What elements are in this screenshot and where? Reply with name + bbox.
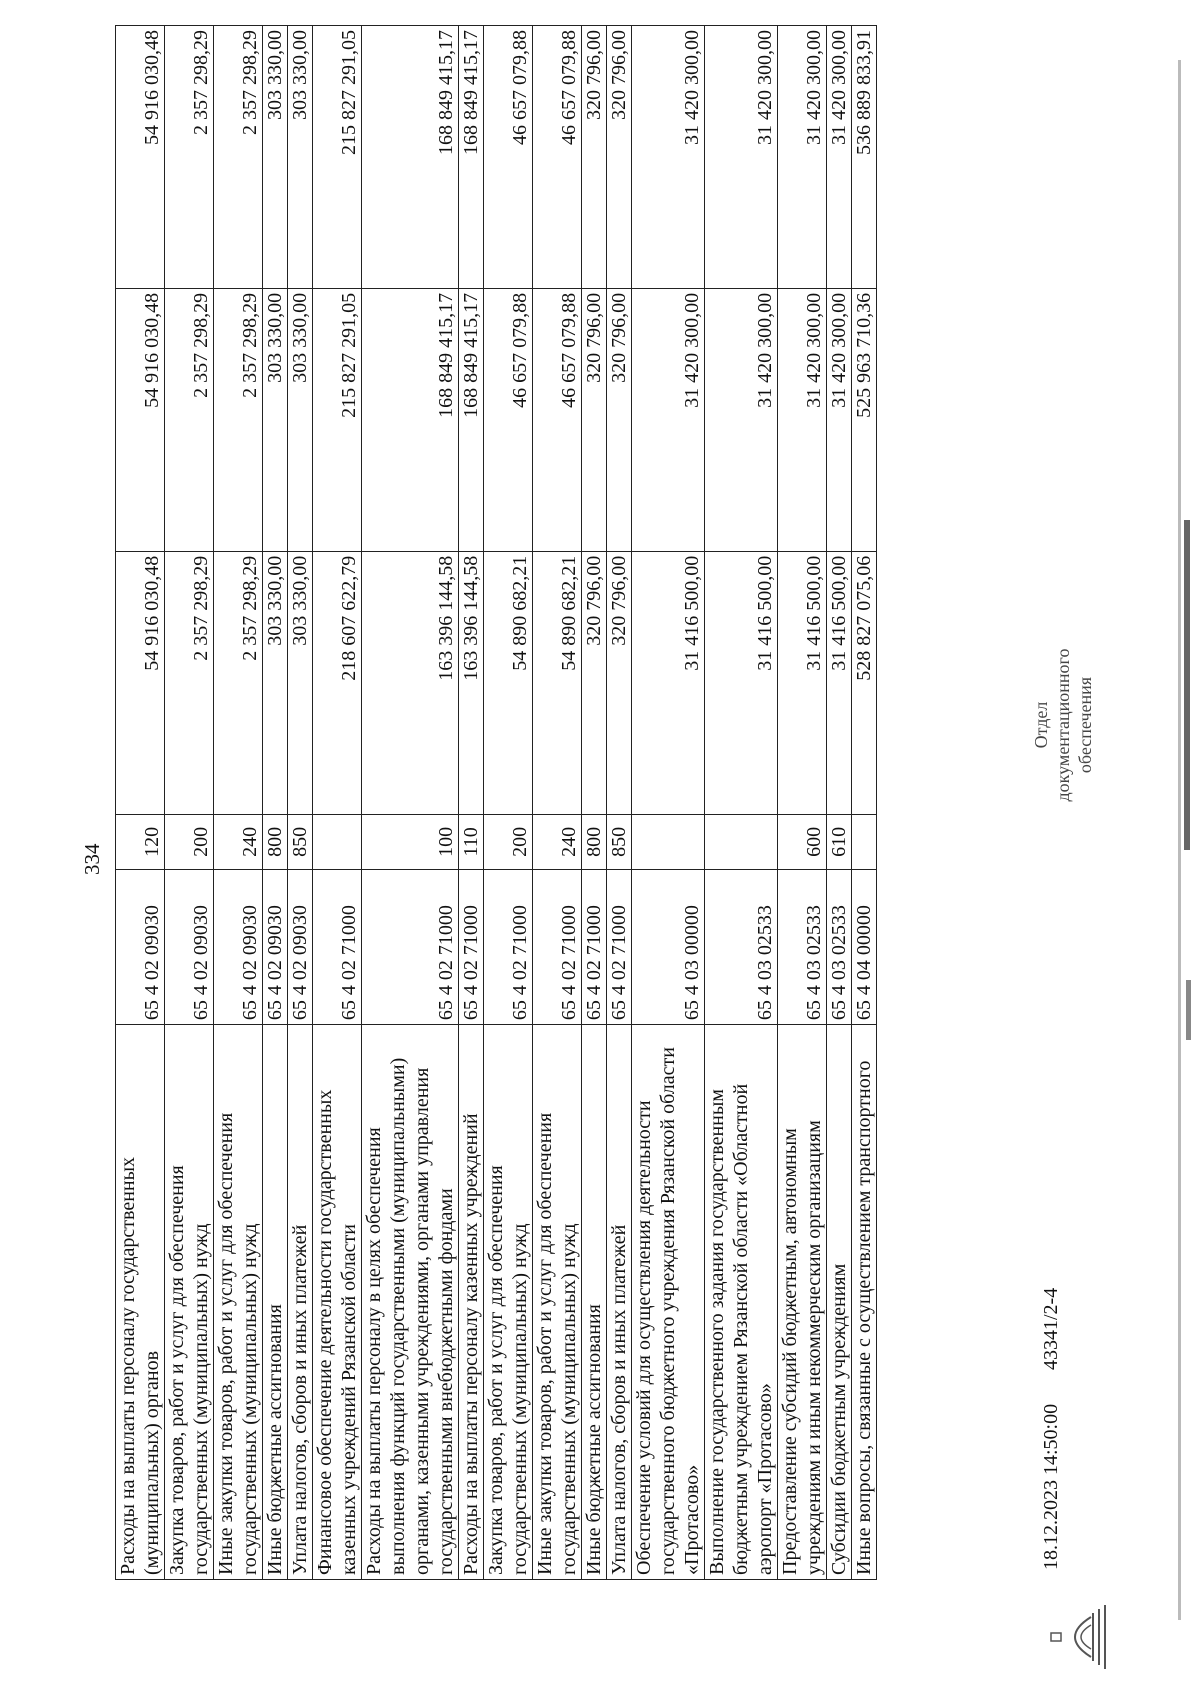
amount-year-2-cell: 46 657 079,88: [533, 288, 582, 551]
target-code-cell: 65 4 02 71000: [484, 870, 533, 1025]
table-row: [313, 26, 362, 1580]
amount-year-3-cell: 320 796,00: [607, 26, 632, 289]
expense-name-cell: Закупка товаров, работ и услуг для обеспечения государственных (муниципальных) нужд: [484, 1025, 533, 1580]
expense-type-cell: 200: [484, 814, 533, 870]
table-row: [705, 26, 778, 1580]
table-row: [827, 26, 852, 1580]
table-row: [165, 26, 214, 1580]
target-code-cell: 65 4 02 71000: [362, 870, 459, 1025]
expense-type-cell: [852, 814, 877, 870]
table-row: [459, 26, 484, 1580]
amount-year-2-cell: 525 963 710,36: [852, 288, 877, 551]
amount-year-1-cell: 31 416 500,00: [778, 551, 827, 814]
stamp-line-2: обеспечения: [1075, 676, 1095, 774]
table-row: [116, 26, 165, 1580]
expense-type-cell: 110: [459, 814, 484, 870]
expense-name-cell: Расходы на выплаты персоналу казенных учреждений: [459, 1025, 484, 1580]
page-number: 334: [80, 843, 104, 875]
expense-name-cell: Иные закупки товаров, работ и услуг для обеспечения государственных (муниципальных) нужд: [214, 1025, 263, 1580]
table-row: [484, 26, 533, 1580]
expense-type-cell: 100: [362, 814, 459, 870]
table-row: [533, 26, 582, 1580]
amount-year-1-cell: 54 890 682,21: [533, 551, 582, 814]
footer-date: 18.12.2023 14:50:00: [1040, 1403, 1062, 1570]
stamp-line-1: Отдел документационного: [1031, 648, 1073, 802]
expense-type-cell: 200: [165, 814, 214, 870]
expense-name-cell: Субсидии бюджетным учреждениям: [827, 1025, 852, 1580]
expense-type-cell: 610: [827, 814, 852, 870]
target-code-cell: 65 4 02 09030: [263, 870, 288, 1025]
table-row: [214, 26, 263, 1580]
amount-year-2-cell: 31 420 300,00: [778, 288, 827, 551]
expense-name-cell: Иные бюджетные ассигнования: [582, 1025, 607, 1580]
amount-year-3-cell: 54 916 030,48: [116, 26, 165, 289]
amount-year-1-cell: 528 827 075,06: [852, 551, 877, 814]
table-row: [852, 26, 877, 1580]
target-code-cell: 65 4 02 09030: [214, 870, 263, 1025]
table-row: [778, 26, 827, 1580]
amount-year-2-cell: 168 849 415,17: [459, 288, 484, 551]
amount-year-3-cell: 31 420 300,00: [827, 26, 852, 289]
scan-edge-artifact: [1166, 0, 1196, 1695]
target-code-cell: 65 4 02 09030: [288, 870, 313, 1025]
budget-table: [115, 25, 877, 1580]
amount-year-3-cell: 2 357 298,29: [165, 26, 214, 289]
amount-year-1-cell: 31 416 500,00: [827, 551, 852, 814]
table-row: [263, 26, 288, 1580]
amount-year-2-cell: 320 796,00: [607, 288, 632, 551]
amount-year-1-cell: 163 396 144,58: [459, 551, 484, 814]
expense-type-cell: 850: [288, 814, 313, 870]
amount-year-2-cell: 2 357 298,29: [214, 288, 263, 551]
expense-type-cell: [705, 814, 778, 870]
amount-year-1-cell: 163 396 144,58: [362, 551, 459, 814]
amount-year-3-cell: 2 357 298,29: [214, 26, 263, 289]
amount-year-2-cell: 31 420 300,00: [705, 288, 778, 551]
expense-name-cell: Финансовое обеспечение деятельности государственных казенных учреждений Рязанской области: [313, 1025, 362, 1580]
expense-name-cell: Выполнение государственного задания государственным бюджетным учреждением Рязанской области «Областной аэропорт «Протасово»: [705, 1025, 778, 1580]
amount-year-1-cell: 31 416 500,00: [705, 551, 778, 814]
expense-name-cell: Уплата налогов, сборов и иных платежей: [288, 1025, 313, 1580]
emblem-icon: [1045, 1597, 1115, 1677]
target-code-cell: 65 4 02 71000: [607, 870, 632, 1025]
amount-year-1-cell: 320 796,00: [607, 551, 632, 814]
table-row: [632, 26, 705, 1580]
budget-table-body: [116, 26, 877, 1580]
expense-name-cell: Обеспечение условий для осуществления деятельности государственного бюджетного учреждения Рязанской области «Протасово»: [632, 1025, 705, 1580]
amount-year-3-cell: 215 827 291,05: [313, 26, 362, 289]
expense-type-cell: 240: [533, 814, 582, 870]
amount-year-2-cell: 31 420 300,00: [827, 288, 852, 551]
amount-year-1-cell: 2 357 298,29: [165, 551, 214, 814]
amount-year-3-cell: 320 796,00: [582, 26, 607, 289]
target-code-cell: 65 4 03 02533: [827, 870, 852, 1025]
amount-year-2-cell: 303 330,00: [288, 288, 313, 551]
expense-type-cell: 120: [116, 814, 165, 870]
target-code-cell: 65 4 02 71000: [582, 870, 607, 1025]
amount-year-3-cell: 303 330,00: [263, 26, 288, 289]
expense-name-cell: Закупка товаров, работ и услуг для обеспечения государственных (муниципальных) нужд: [165, 1025, 214, 1580]
amount-year-1-cell: 303 330,00: [263, 551, 288, 814]
amount-year-3-cell: 31 420 300,00: [778, 26, 827, 289]
table-row: [362, 26, 459, 1580]
expense-type-cell: 800: [263, 814, 288, 870]
amount-year-3-cell: 168 849 415,17: [459, 26, 484, 289]
expense-name-cell: Расходы на выплаты персоналу в целях обеспечения выполнения функций государственными (муниципальными) органами, казенными учреждениями, органами управления государственными внебюджетными фондами: [362, 1025, 459, 1580]
amount-year-1-cell: 31 416 500,00: [632, 551, 705, 814]
target-code-cell: 65 4 02 71000: [459, 870, 484, 1025]
target-code-cell: 65 4 02 09030: [165, 870, 214, 1025]
amount-year-2-cell: 215 827 291,05: [313, 288, 362, 551]
table-row: [607, 26, 632, 1580]
amount-year-3-cell: 46 657 079,88: [484, 26, 533, 289]
amount-year-1-cell: 54 890 682,21: [484, 551, 533, 814]
amount-year-2-cell: 54 916 030,48: [116, 288, 165, 551]
amount-year-3-cell: 536 889 833,91: [852, 26, 877, 289]
amount-year-3-cell: 168 849 415,17: [362, 26, 459, 289]
amount-year-3-cell: 46 657 079,88: [533, 26, 582, 289]
table-row: [582, 26, 607, 1580]
table-row: [288, 26, 313, 1580]
expense-type-cell: 240: [214, 814, 263, 870]
amount-year-1-cell: 54 916 030,48: [116, 551, 165, 814]
amount-year-1-cell: 2 357 298,29: [214, 551, 263, 814]
department-stamp: [1030, 635, 1096, 815]
target-code-cell: 65 4 03 00000: [632, 870, 705, 1025]
target-code-cell: 65 4 03 02533: [778, 870, 827, 1025]
expense-name-cell: Иные закупки товаров, работ и услуг для обеспечения государственных (муниципальных) нужд: [533, 1025, 582, 1580]
target-code-cell: 65 4 04 00000: [852, 870, 877, 1025]
expense-name-cell: Уплата налогов, сборов и иных платежей: [607, 1025, 632, 1580]
expense-type-cell: 850: [607, 814, 632, 870]
amount-year-3-cell: 31 420 300,00: [632, 26, 705, 289]
amount-year-2-cell: 31 420 300,00: [632, 288, 705, 551]
expense-name-cell: Иные вопросы, связанные с осуществлением транспортного: [852, 1025, 877, 1580]
expense-type-cell: [632, 814, 705, 870]
expense-type-cell: [313, 814, 362, 870]
amount-year-1-cell: 303 330,00: [288, 551, 313, 814]
amount-year-2-cell: 2 357 298,29: [165, 288, 214, 551]
target-code-cell: 65 4 02 71000: [533, 870, 582, 1025]
amount-year-2-cell: 46 657 079,88: [484, 288, 533, 551]
footer-doc-code: 43341/2-4: [1040, 1287, 1062, 1370]
amount-year-1-cell: 320 796,00: [582, 551, 607, 814]
amount-year-3-cell: 303 330,00: [288, 26, 313, 289]
amount-year-2-cell: 303 330,00: [263, 288, 288, 551]
target-code-cell: 65 4 02 71000: [313, 870, 362, 1025]
expense-type-cell: 800: [582, 814, 607, 870]
target-code-cell: 65 4 03 02533: [705, 870, 778, 1025]
expense-name-cell: Расходы на выплаты персоналу государственных (муниципальных) органов: [116, 1025, 165, 1580]
target-code-cell: 65 4 02 09030: [116, 870, 165, 1025]
expense-name-cell: Иные бюджетные ассигнования: [263, 1025, 288, 1580]
amount-year-1-cell: 218 607 622,79: [313, 551, 362, 814]
expense-name-cell: Предоставление субсидий бюджетным, автономным учреждениям и иным некоммерческим организациям: [778, 1025, 827, 1580]
amount-year-2-cell: 168 849 415,17: [362, 288, 459, 551]
expense-type-cell: 600: [778, 814, 827, 870]
amount-year-2-cell: 320 796,00: [582, 288, 607, 551]
amount-year-3-cell: 31 420 300,00: [705, 26, 778, 289]
